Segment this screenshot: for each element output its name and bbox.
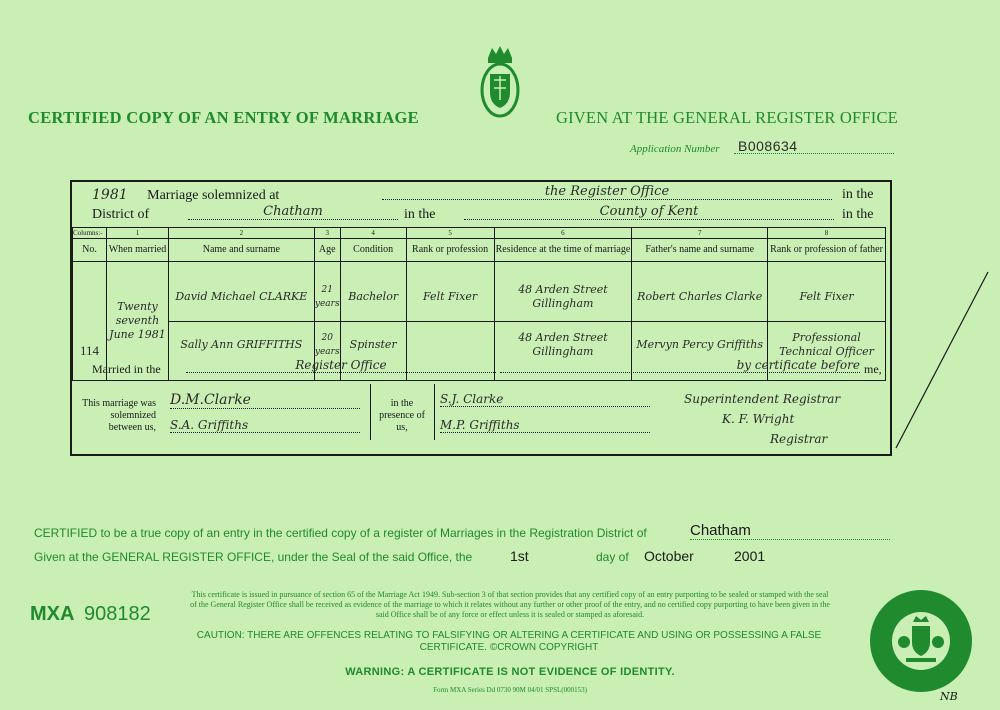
royal-crest-icon (478, 44, 522, 122)
columns-label: Columns:- (73, 228, 107, 239)
presence-label: in the presence of us, (379, 398, 425, 433)
witness-2-signature: M.P. Griffiths (440, 418, 650, 433)
entry-number: 114 (73, 262, 107, 381)
certificate-title: CERTIFIED COPY OF AN ENTRY OF MARRIAGE (28, 108, 419, 127)
col-number: 6 (494, 228, 632, 239)
signature-divider-left (370, 384, 371, 440)
header-age: Age (314, 239, 340, 262)
header-when-married: When married (106, 239, 168, 262)
groom-condition: Bachelor (341, 274, 406, 322)
register-year-row (92, 187, 279, 204)
register-year: 1981 (92, 187, 128, 203)
initials: NB (940, 690, 958, 703)
groom-father-profession: Felt Fixer (768, 274, 885, 322)
groom-signature: D.M.Clarke (170, 392, 360, 409)
district-value: Chatham (188, 204, 398, 220)
header-father-name: Father's name and surname (632, 239, 768, 262)
certified-day: 1st (510, 548, 529, 564)
signature-divider-right (434, 384, 435, 440)
certified-line (34, 526, 647, 540)
col-number: 1 (106, 228, 168, 239)
col-number: 5 (406, 228, 494, 239)
certified-district: Chatham (690, 522, 890, 540)
bride-condition: Spinster (349, 338, 397, 351)
header-no: No. (73, 239, 107, 262)
serial-prefix: MXA (30, 603, 75, 625)
bride-residence: 48 Arden Street Gillingham (518, 331, 608, 358)
bride-signature: S.A. Griffiths (170, 418, 360, 433)
in-the-label-2: in the (404, 207, 436, 222)
registrar-title: Registrar (770, 432, 828, 446)
district-label: District of (92, 207, 150, 222)
col-number: 7 (632, 228, 768, 239)
bride-age: 20 years (314, 333, 340, 357)
col-number: 2 (168, 228, 314, 239)
married-in-label: Married in the (92, 362, 161, 376)
day-of-label: day of (596, 550, 629, 564)
certified-month: October (644, 548, 694, 564)
header-father-profession: Rank or profession of father (768, 239, 886, 262)
legal-text: This certificate is issued in pursuance of section 65 of the Marriage Act 1949. Sub-section 3 of that section provides that any certified copy of an entry purporting to be sealed or stamped with the seal of the General Register Office shall be received as evidence of the marriage to which it relates without any further or other proof of the entry, and no certified copy purporting to have been given in the said Office shall be of any force or effect unless it is sealed or stamped as aforesaid. (190, 590, 830, 619)
me-label: me, (864, 362, 882, 376)
county-value: County of Kent (464, 204, 834, 220)
header-residence: Residence at the time of marriage (494, 239, 632, 262)
caution-text: CAUTION: THERE ARE OFFENCES RELATING TO FALSIFYING OR ALTERING A CERTIFICATE AND USING OR POSSESSING A FALSE CERTIFICATE. ©CROWN COPYRIGHT (196, 630, 822, 653)
application-number-underline (734, 153, 894, 154)
solemnized-place: the Register Office (382, 184, 832, 200)
bride-father-name: Mervyn Percy Griffiths (636, 338, 764, 351)
groom-residence: 48 Arden Street Gillingham (495, 274, 632, 322)
header-profession: Rank or profession (406, 239, 494, 262)
bride-father-profession: Professional Technical Officer (779, 331, 874, 358)
groom-age: 21 years (315, 274, 340, 322)
groom-profession: Felt Fixer (407, 274, 494, 322)
solemnized-between-label: This marriage was solemnized between us, (82, 398, 156, 433)
in-the-label-3: in the (842, 207, 874, 222)
bride-name: Sally Ann GRIFFITHS (180, 338, 303, 351)
in-the-label: in the (842, 187, 874, 202)
certified-text: CERTIFIED to be a true copy of an entry in the certified copy of a register of Marriages in the Registration District of (34, 526, 647, 540)
certified-year: 2001 (734, 548, 766, 564)
superintendent-signature: Superintendent Registrar (684, 392, 841, 406)
groom-father-name: Robert Charles Clarke (632, 274, 767, 322)
header-condition: Condition (340, 239, 406, 262)
witness-1-signature: S.J. Clarke (440, 392, 650, 407)
office-title: GIVEN AT THE GENERAL REGISTER OFFICE (556, 108, 898, 127)
header-row (73, 239, 886, 262)
serial-digits: 908182 (84, 603, 151, 625)
form-code: Form MXA Series Dd 0730 90M 04/01 SPSL(000153) (433, 686, 587, 694)
col-number: 4 (340, 228, 406, 239)
col-number: 8 (768, 228, 886, 239)
application-number-label: Application Number (630, 143, 720, 155)
warning-text: WARNING: A CERTIFICATE IS NOT EVIDENCE OF IDENTITY. (345, 666, 675, 678)
margin-stroke-icon (890, 270, 990, 450)
application-number: B008634 (738, 138, 798, 154)
groom-name: David Michael CLARKE (169, 274, 314, 322)
solemnized-label: Marriage solemnized at (147, 188, 280, 203)
registrar-name: K. F. Wright (722, 412, 795, 426)
certificate-by-value: by certificate before (500, 358, 860, 373)
when-married: Twenty seventh June 1981 (106, 262, 168, 381)
seal-crest-icon (892, 612, 950, 670)
serial-number (30, 603, 151, 626)
col-number: 3 (314, 228, 340, 239)
given-line: Given at the GENERAL REGISTER OFFICE, under the Seal of the said Office, the (34, 550, 473, 564)
column-number-row (73, 228, 886, 239)
header-name: Name and surname (168, 239, 314, 262)
married-in-value: Register Office (186, 358, 496, 373)
